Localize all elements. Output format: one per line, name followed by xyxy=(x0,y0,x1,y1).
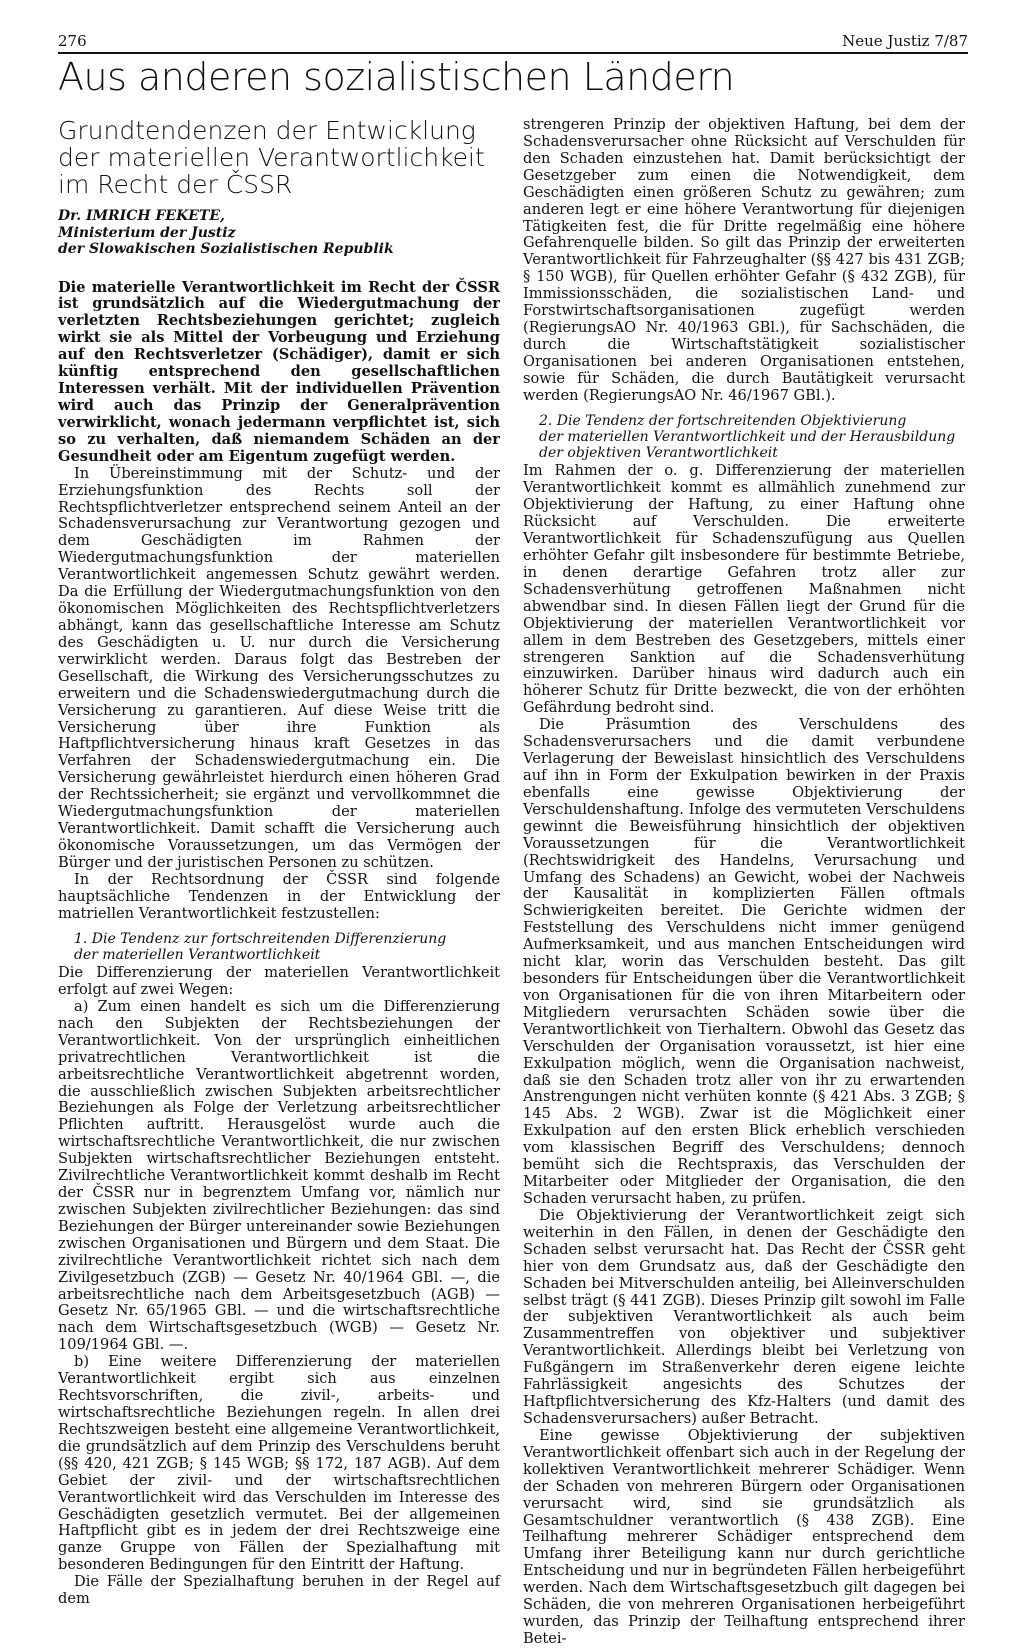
title-line: im Recht der ČSSR xyxy=(58,170,293,199)
body-paragraph: b) Eine weitere Differenzierung der materiellen Verantwortlichkeit ergibt sich aus einzelnen Rechtsvorschriften, die zivil-, arbeits- und wirtschaftsrechtliche Beziehungen regeln. In allen drei Rechtszweigen besteht eine allgemeine Verantwortlichkeit, die grundsätzlich auf dem Prinzip des Verschuldens beruht (§§ 420, 421 ZGB; § 145 WGB; §§ 172, 187 AGB). Auf dem Gebiet der zivil- und der wirtschaftsrechtlichen Verantwortlichkeit wird das Verschulden im Interesse des Geschädigten gesetzlich vermutet. Bei der allgemeinen Haftpflicht gibt es in jedem der drei Rechtszweige eine ganze Gruppe von Fällen der Spezialhaftung mit besonderen Bedingungen für den Eintritt der Haftung. xyxy=(58,1353,500,1574)
body-paragraph: In der Rechtsordnung der ČSSR sind folgende hauptsächliche Tendenzen in der Entwicklung der matriellen Verantwortlichkeit festzustellen: xyxy=(58,870,500,922)
body-paragraph: a) Zum einen handelt es sich um die Differenzierung nach den Subjekten der Rechtsbeziehungen der Verantwortlichkeit. Von der ursprünglich einheitlichen privatrechtlichen Verantwortlichkeit ist die arbeitsrechtliche Verantwortlichkeit abgetrennt worden, die ausschließlich zwischen Subjekten arbeitsrechtlicher Beziehungen als Folge der Verletzung arbeitsrechtlicher Pflichten auftritt. Herausgelöst wurde auch die wirtschaftsrechtliche Verantwortlichkeit, die nur zwischen Subjekten wirtschaftsrechtlicher Beziehungen entsteht. Zivilrechtliche Verantwortlichkeit kommt deshalb im Recht der ČSSR nur in begrenztem Umfang vor, nämlich nur zwischen Subjekten zivilrechtlicher Beziehungen: das sind Beziehungen der Bürger untereinander sowie Beziehungen zwischen Organisationen und Bürgern und dem Staat. Die zivilrechtliche Verantwortlichkeit richtet sich nach dem Zivilgesetzbuch (ZGB) — Gesetz Nr. 40/1964 GBl. —, die arbeitsrechtliche nach dem Arbeitsgesetzbuch (AGB) — Gesetz Nr. 65/1965 GBl. — und die wirtschaftsrechtliche nach dem Wirtschaftsgesetzbuch (WGB) — Gesetz Nr. 109/1964 GBl. —. xyxy=(58,997,500,1354)
journal-issue: Neue Justiz 7/87 xyxy=(842,32,968,50)
body-paragraph: In Übereinstimmung mit der Schutz- und der Erziehungsfunktion des Rechts soll der Rechtspflichtverletzer entsprechend seinem Anteil an der Schadensverursachung zur Verantwortung gezogen und dem Geschädigten im Rahmen der Wiedergutmachungsfunktion der materiellen Verantwortlichkeit angemessen Schutz gewährt werden. Da die Erfüllung der Wiedergutmachungsfunktion von den ökonomischen Möglichkeiten des Rechtspflichtverletzers abhängt, kann das gesellschaftliche Interesse am Schutz des Geschädigten u. U. nur durch die Versicherung verwirklicht werden. Daraus folgt das Bestreben der Gesellschaft, die Wirkung des Versicherungsschutzes zu erweitern und die Schadenswiedergutmachung durch die Versicherung zu garantieren. Auf diese Weise tritt die Versicherung über ihre Funktion als Haftpflichtversicherung hinaus kraft Gesetzes in das Verfahren der Schadenswiedergutmachung ein. Die Versicherung gewährleistet hierdurch einen höheren Grad der Rechtssicherheit; sie ergänzt und vervollkommnet die Wiedergutmachungsfunktion der materiellen Verantwortlichkeit. Damit schafft die Versicherung auch ökonomische Voraussetzungen, um das Vermögen der Bürger und der juristischen Personen zu schützen. xyxy=(58,464,500,871)
running-header xyxy=(58,30,968,54)
title-line: Grundtendenzen der Entwicklung xyxy=(58,116,476,145)
right-column xyxy=(523,117,965,1648)
body-paragraph: Die Fälle der Spezialhaftung beruhen in der Regel auf dem xyxy=(58,1573,500,1608)
author-name: Dr. IMRICH FEKETE, xyxy=(58,208,225,224)
subheading xyxy=(523,413,965,462)
body-paragraph: Eine gewisse Objektivierung der subjektiven Verantwortlichkeit offenbart sich auch in der Regelung der kollektiven Verantwortlichkeit mehrerer Schädiger. Wenn der Schaden von mehreren Bürgern oder Organisationen verursacht wird, sind sie grundsätzlich als Gesamtschuldner verantwortlich (§ 438 ZGB). Eine Teilhaftung mehrerer Schädiger entsprechend dem Umfang ihrer Beteiligung kann nur durch gerichtliche Entscheidung und nur in begründeten Fällen herbeigeführt werden. Nach dem Wirtschaftsgesetzbuch gilt dagegen bei Schäden, die von mehreren Organisationen herbeigeführt wurden, das Prinzip der Teilhaftung entsprechend ihrer Betei- xyxy=(523,1426,965,1647)
author-block xyxy=(58,208,500,258)
page-number: 276 xyxy=(58,32,87,50)
subheading-line: der objektiven Verantwortlichkeit xyxy=(539,445,778,462)
body-paragraph: Die Differenzierung der materiellen Verantwortlichkeit erfolgt auf zwei Wegen: xyxy=(58,964,500,998)
body-paragraph: strengeren Prinzip der objektiven Haftung, bei dem der Schadensverursacher ohne Rücksicht auf Verschulden für den Schaden einzustehen hat. Damit berücksichtigt der Gesetzgeber zum einen die Notwendigkeit, dem Geschädigten einen größeren Schutz zu gewähren; zum anderen legt er eine höhere Verantwortung für diejenigen Tätigkeiten fest, die für Dritte regelmäßig eine höhere Gefahrenquelle bilden. So gilt das Prinzip der erweiterten Verantwortlichkeit für Fahrzeughalter (§§ 427 bis 431 ZGB; § 150 WGB), für Quellen erhöhter Gefahr (§ 432 ZGB), für Immissionsschäden, die sozialistischen Land- und Forstwirtschaftsorganisationen zugefügt werden (RegierungsAO Nr. 40/1963 GBl.), für Sachschäden, die durch die Wirtschaftstätigkeit sozialistischer Organisationen bei anderen Organisationen entstehen, sowie für Schäden, die durch Bautätigkeit verursacht werden (RegierungsAO Nr. 46/1967 GBl.). xyxy=(523,116,965,404)
subheading-line: 2. Die Tendenz der fortschreitenden Objektivierung xyxy=(539,412,907,429)
title-line: der materiellen Verantwortlichkeit xyxy=(58,143,485,172)
article-title xyxy=(58,117,500,198)
subheading xyxy=(58,931,500,963)
lead-paragraph: Die materielle Verantwortlichkeit im Recht der ČSSR ist grundsätzlich auf die Wiedergutmachung der verletzten Rechtsbeziehungen gerichtet; zugleich wirkt sie als Mittel der Vorbeugung und Erziehung auf den Rechtsverletzer (Schädiger), damit er sich künftig entsprechend den gesellschaftlichen Interessen verhält. Mit der individuellen Prävention wird auch das Prinzip der Generalprävention verwirklicht, wonach jedermann verpflichtet ist, sich so zu verhalten, daß niemandem Schäden an der Gesundheit oder am Eigentum zugefügt werden. xyxy=(58,278,500,465)
body-paragraph: Die Objektivierung der Verantwortlichkeit zeigt sich weiterhin in den Fällen, in denen der Geschädigte den Schaden selbst verursacht hat. Das Recht der ČSSR geht hier von dem Grundsatz aus, daß der Geschädigte den Schaden bei Mitverschulden anteilig, bei Alleinverschulden selbst trägt (§ 441 ZGB). Dieses Prinzip gilt sowohl im Falle der subjektiven Verantwortlichkeit als auch beim Zusammentreffen von objektiver und subjektiver Verantwortlichkeit. Allerdings bleibt bei Verletzung von Fußgängern im Straßenverkehr deren eigene leichte Fahrlässigkeit angesichts des Schutzes der Haftpflichtversicherung des Kfz-Halters (und damit des Schadensverursachers) außer Betracht. xyxy=(523,1206,965,1427)
subheading-line: 1. Die Tendenz zur fortschreitenden Differenzierung xyxy=(74,930,447,947)
left-column xyxy=(58,117,500,1608)
author-affiliation: Ministerium der Justiz xyxy=(58,224,236,241)
subheading-line: der materiellen Verantwortlichkeit und der Herausbildung xyxy=(539,428,956,445)
body-paragraph: Im Rahmen der o. g. Differenzierung der materiellen Verantwortlichkeit kommt es allmählich zunehmend zur Objektivierung der Haftung, zu einer Haftung ohne Rücksicht auf Verschulden. Die erweiterte Verantwortlichkeit für Schadenszufügung aus Quellen erhöhter Gefahr gilt insbesondere für bestimmte Betriebe, in denen derartige Gefahren trotz aller zur Schadensverhütung getroffenen Maßnahmen nicht abwendbar sind. In diesen Fällen liegt der Grund für die Objektivierung der materiellen Verantwortlichkeit vor allem in dem Bestreben des Gesetzgebers, mittels einer strengeren Sanktion auf die Schadensverhütung einzuwirken. Darüber hinaus wird dadurch auch ein höherer Schutz für Dritte bezweckt, die von der erhöhten Gefährdung bedroht sind. xyxy=(523,462,965,717)
section-rubric: Aus anderen sozialistischen Ländern xyxy=(58,55,735,99)
author-affiliation: der Slowakischen Sozialistischen Republik xyxy=(58,241,394,258)
subheading-line: der materiellen Verantwortlichkeit xyxy=(74,946,321,963)
body-paragraph: Die Präsumtion des Verschuldens des Schadensverursachers und die damit verbundene Verlagerung der Beweislast hinsichtlich des Verschuldens auf ihn in Form der Exkulpation bewirken in der Praxis ebenfalls eine gewisse Objektivierung der Verschuldenshaftung. Infolge des vermuteten Verschuldens gewinnt die Beweisführung hinsichtlich der objektiven Voraussetzungen für die Verantwortlichkeit (Rechtswidrigkeit des Handelns, Verursachung und Umfang des Schadens) an Gewicht, wobei der Nachweis der Kausalität in komplizierten Fällen oftmals Schwierigkeiten bereitet. Die Gerichte widmen der Feststellung des Verschuldens nicht immer genügend Aufmerksamkeit, und aus manchen Entscheidungen wird nicht klar, worin das Verschulden besteht. Das gilt besonders für Entscheidungen über die Verantwortlichkeit von Organisationen für die von ihren Mitarbeitern oder Mitgliedern verursachten Schäden sowie über die Verantwortlichkeit von Tierhaltern. Obwohl das Gesetz das Verschulden der Organisation voraussetzt, ist hier eine Exkulpation möglich, wenn die Organisation nachweist, daß sie den Schaden trotz aller von ihr zu erwartenden Anstrengungen nicht verhüten konnte (§ 421 Abs. 3 ZGB; § 145 Abs. 2 WGB). Zwar ist die Möglichkeit einer Exkulpation auf den ersten Blick erheblich verschieden vom klassischen Begriff des Verschuldens; dennoch bemüht sich die Rechtspraxis, das Verschulden der Mitarbeiter oder Mitglieder der Organisation, die den Schaden verursacht haben, zu prüfen. xyxy=(523,716,965,1208)
